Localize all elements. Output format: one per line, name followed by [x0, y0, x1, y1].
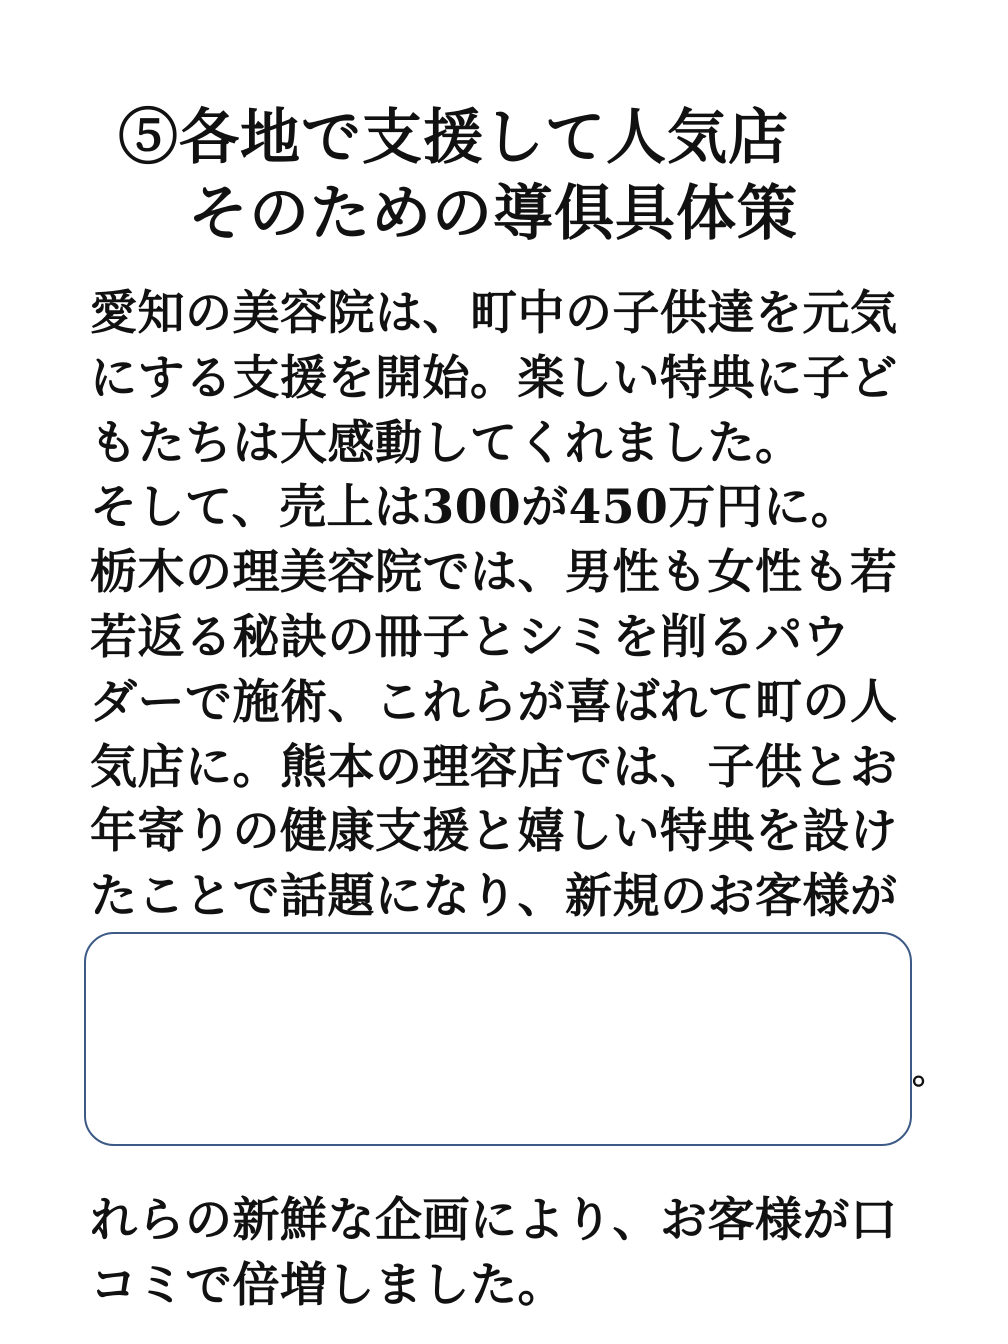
page-title [118, 100, 878, 252]
trailing-period-mark: 。 [912, 1050, 949, 1092]
body-line: れらの新鮮な企画により、お客様が口 [90, 1193, 898, 1249]
body-line: 愛知の美容院は、町中の子供達を元気 [90, 286, 898, 341]
body-line: そして、売上は300が450万円に。 [90, 480, 859, 536]
body-line: たことで話題になり、新規のお客様が [90, 869, 898, 925]
redaction-box [84, 932, 912, 1146]
body-line: もたちは大感動してくれました。 [90, 415, 803, 471]
body-line: 気店に。熊本の理容店では、子供とお [90, 739, 898, 795]
title-line-2: そのための導俱具体策 [188, 179, 798, 249]
body-line: 栃木の理美容院では、男性も女性も若 [90, 545, 898, 601]
body-line: コミで倍増しました。 [90, 1257, 565, 1313]
body-line: ダーで施術、これらが喜ばれて町の人 [90, 674, 898, 730]
body-line: にする支援を開始。楽しい特典に子ど [90, 350, 898, 406]
body-line: 年寄りの健康支援と嬉しい特典を設け [90, 804, 898, 860]
body-line: 若返る秘訣の冊子とシミを削るパウ [90, 609, 850, 665]
body-paragraph [90, 282, 920, 1319]
title-line-1: ⑤各地で支援して人気店 [118, 103, 789, 173]
